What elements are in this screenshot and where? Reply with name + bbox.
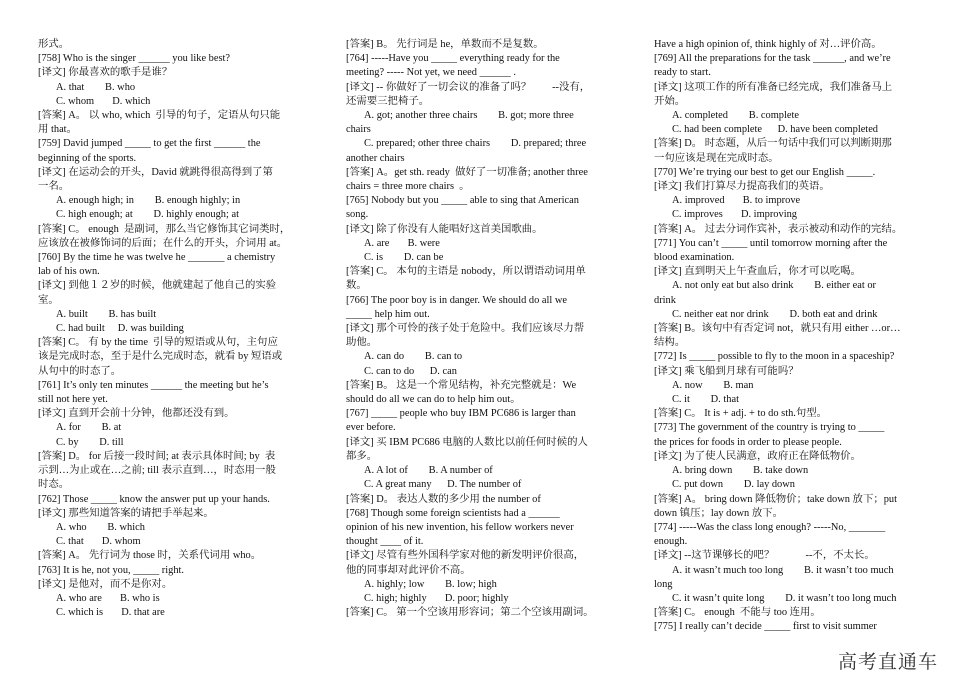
- text-line: [775] I really can’t decide _____ first to visit summer: [654, 621, 877, 633]
- text-line: 一名。: [38, 181, 70, 193]
- text-line: 开始。: [654, 95, 686, 107]
- text-line: [译文] 为了使人民满意，政府正在降低物价。: [654, 450, 861, 462]
- answer-option-line: A. highly; low B. low; high: [364, 578, 497, 590]
- text-line: [758] Who is the singer ______ you like best?: [38, 53, 231, 65]
- answer-option-line: A. built B. has built: [56, 308, 157, 320]
- text-line: [773] The government of the country is trying to _____: [654, 422, 885, 434]
- text-line: [译文] 到他１２岁的时候，他就建起了他自己的实验: [38, 280, 277, 292]
- text-line: 助他。: [346, 337, 378, 349]
- text-line: meeting? ----- Not yet, we need ______ .: [346, 67, 516, 79]
- text-line: [762] Those _____ know the answer put up your hands.: [38, 493, 270, 505]
- text-line: [译文] 那个可怜的孩子处于危险中。我们应该尽力帮: [346, 323, 585, 335]
- text-line: [答案] C。 enough 是副词，那么当它修饰其它词类时，: [38, 223, 291, 235]
- column-middle: [346, 38, 642, 620]
- text-line: [译文] 我们打算尽力提高我们的英语。: [654, 181, 830, 193]
- answer-option-line: A. who B. which: [56, 521, 145, 533]
- answer-option-line: C. which is D. that are: [56, 607, 165, 619]
- text-line: [答案] A。 bring down 降低物价；take down 放下；put: [654, 493, 898, 505]
- text-line: 还需要三把椅子。: [346, 95, 430, 107]
- text-line: 室。: [38, 294, 59, 306]
- answer-option-line: C. whom D. which: [56, 95, 151, 107]
- answer-option-line: C. had been complete D. have been completed: [672, 124, 879, 136]
- text-line: [答案] D。 for 后接一段时间; at 表示具体时间; by 表: [38, 450, 276, 462]
- text-line: down 镇压；lay down 放下。: [654, 507, 784, 519]
- text-line: _____ help him out.: [346, 308, 430, 320]
- text-line: should do all we can do to help him out。: [346, 394, 521, 406]
- text-line: [767] _____ people who buy IBM PC686 is larger than: [346, 408, 576, 420]
- text-line: [答案] B。 先行词是 he，单数而不是复数。: [346, 39, 544, 50]
- answer-option-line: A. who are B. who is: [56, 592, 160, 604]
- answer-option-line: A. enough high; in B. enough highly; in: [56, 195, 241, 207]
- answer-option-line: C. A great many D. The number of: [364, 479, 522, 491]
- text-line: [766] The poor boy is in danger. We should do all we: [346, 294, 567, 306]
- answer-option-line: C. it wasn’t quite long D. it wasn’t too long much: [672, 592, 897, 604]
- text-line: blood examination.: [654, 252, 735, 264]
- answer-option-line: C. it D. that: [672, 394, 739, 406]
- answer-option-line: C. put down D. lay down: [672, 479, 795, 491]
- text-line: [答案] A。get sth. ready 做好了一切准备; another three: [346, 166, 588, 178]
- text-line: [答案] C。 enough 不能与 too 连用。: [654, 607, 821, 619]
- text-line: ever before.: [346, 422, 396, 434]
- text-line: [答案] C。 本句的主语是 nobody，所以谓语动词用单: [346, 266, 586, 278]
- answer-option-line: A. not only eat but also drink B. either eat or: [672, 280, 877, 292]
- text-line: thought ____ of it.: [346, 536, 424, 548]
- text-line: 他的同事却对此评价不高。: [346, 564, 471, 576]
- answer-option-line: C. by D. till: [56, 436, 124, 448]
- text-line: [译文] 直到开会前十分钟，他都还没有到。: [38, 408, 235, 420]
- answer-option-line: A. got; another three chairs B. got; more three: [364, 110, 574, 122]
- text-line: [译文] 是他对，而不是你对。: [38, 578, 173, 590]
- text-line: [答案] A。 过去分词作宾补，表示被动和动作的完结。: [654, 223, 903, 235]
- answer-option-line: C. can to do D. can: [364, 365, 457, 377]
- text-line: [译文] 乘飞船到月球有可能吗？: [654, 365, 799, 377]
- text-line: chairs: [346, 124, 371, 136]
- text-line: 数。: [346, 280, 367, 292]
- text-line: [771] You can’t _____ until tomorrow morning after the: [654, 237, 888, 249]
- text-line: [760] By the time he was twelve he _______ a chemistry: [38, 252, 276, 264]
- text-line: the prices for foods in order to please people.: [654, 436, 842, 448]
- text-line: 从句中的时态了。: [38, 365, 122, 377]
- text-line: [772] Is _____ possible to fly to the moon in a spaceship?: [654, 351, 895, 363]
- answer-option-line: A. improved B. to improve: [672, 195, 801, 207]
- text-line: long: [654, 578, 673, 590]
- text-line: 时态。: [38, 479, 70, 491]
- text-line: still not here yet.: [38, 394, 108, 406]
- text-line: 示到…为止或在…之前; till 表示直到…，时态用一般: [38, 465, 276, 477]
- text-line: [答案] C。 第一个空该用形容词；第二个空该用副词。: [346, 607, 594, 619]
- answer-option-line: A. A lot of B. A number of: [364, 465, 493, 477]
- text-line: 一句应该是现在完成时态。: [654, 152, 779, 164]
- text-line: [770] We’re trying our best to get our English _____.: [654, 166, 876, 178]
- text-line: lab of his own.: [38, 266, 100, 278]
- text-line: [答案] C。 有 by the time 引导的短语或从句，主句应: [38, 337, 278, 349]
- text-line: 用 that。: [38, 124, 77, 136]
- answer-option-line: C. is D. can be: [364, 252, 444, 264]
- answer-option-line: C. high; highly D. poor; highly: [364, 592, 509, 604]
- text-line: [763] It is he, not you, _____ right.: [38, 564, 185, 576]
- text-line: [译文] 那些知道答案的请把手举起来。: [38, 507, 214, 519]
- answer-option-line: C. improves D. improving: [672, 209, 797, 221]
- column-right: [654, 38, 950, 635]
- text-line: [译文] 直到明天上午查血后，你才可以吃喝。: [654, 266, 861, 278]
- answer-option-line: C. had built D. was building: [56, 323, 184, 335]
- text-line: beginning of the sports.: [38, 152, 137, 164]
- text-line: [译文] 尽管有些外国科学家对他的新发明评价很高，: [346, 550, 585, 562]
- text-line: [764] -----Have you _____ everything ready for the: [346, 53, 560, 65]
- answer-option-line: A. now B. man: [672, 379, 754, 391]
- answer-option-line: A. that B. who: [56, 81, 136, 93]
- text-line: [769] All the preparations for the task ______, and we’re: [654, 53, 891, 65]
- answer-option-line: A. it wasn’t much too long B. it wasn’t too much: [672, 564, 894, 576]
- text-line: Have a high opinion of, think highly of 对…评价高。: [654, 39, 882, 50]
- answer-option-line: A. can do B. can to: [364, 351, 463, 363]
- answer-option-line: C. high enough; at D. highly enough; at: [56, 209, 239, 221]
- text-line: 都多。: [346, 450, 378, 462]
- answer-option-line: A. completed B. complete: [672, 110, 799, 122]
- text-line: enough.: [654, 536, 688, 548]
- answer-option-line: A. for B. at: [56, 422, 122, 434]
- answer-option-line: C. neither eat nor drink D. both eat and drink: [672, 308, 878, 320]
- text-line: [774] -----Was the class long enough? -----No, _______: [654, 521, 886, 533]
- text-line: [768] Though some foreign scientists had a ______: [346, 507, 560, 519]
- text-line: 应该放在被修饰词的后面；在什么的开头，介词用 at。: [38, 237, 288, 249]
- column-left: [38, 38, 334, 620]
- text-line: 该是完成时态，至于是什么完成时态，就看 by 短语或: [38, 351, 283, 363]
- text-line: [译文] --这节课够长的吧？ --不，不太长。: [654, 550, 875, 562]
- text-line: [译文] 在运动会的开头，David 就跳得很高得到了第: [38, 166, 273, 178]
- text-line: [译文] 除了你没有人能唱好这首美国歌曲。: [346, 223, 543, 235]
- text-line: [译文] 这项工作的所有准备已经完成，我们准备马上: [654, 81, 893, 93]
- answer-option-line: C. prepared; other three chairs D. prepared; three: [364, 138, 587, 150]
- text-line: song.: [346, 209, 369, 221]
- text-line: [答案] B。 这是一个常见结构，补充完整就是：We: [346, 379, 577, 391]
- text-line: 形式。: [38, 39, 70, 50]
- text-line: [答案] B。该句中有否定词 not，就只有用 either …or…: [654, 323, 901, 335]
- text-line: 结构。: [654, 337, 686, 349]
- text-line: [759] David jumped _____ to get the first ______ the: [38, 138, 261, 150]
- text-line: [译文] 你最喜欢的歌手是谁？: [38, 67, 173, 79]
- text-line: [答案] D。 时态题，从后一句话中我们可以判断期那: [654, 138, 892, 150]
- text-line: drink: [654, 294, 676, 306]
- watermark-logo-text: 高考直通车: [834, 647, 942, 674]
- text-line: [答案] A。 先行词为 those 时，关系代词用 who。: [38, 550, 262, 562]
- text-line: [765] Nobody but you _____ able to sing that American: [346, 195, 579, 207]
- text-line: [译文] -- 你做好了一切会议的准备了吗？ --没有，: [346, 81, 591, 93]
- answer-option-line: C. that D. whom: [56, 536, 141, 548]
- text-line: [答案] A。 以 who, which 引导的句子，定语从句只能: [38, 110, 281, 122]
- answer-option-line: A. bring down B. take down: [672, 465, 809, 477]
- text-line: chairs = three more chairs 。: [346, 181, 470, 193]
- text-line: opinion of his new invention, his fellow workers never: [346, 521, 574, 533]
- text-line: [答案] C。 It is + adj. + to do sth.句型。: [654, 408, 828, 420]
- answer-option-line: A. are B. were: [364, 237, 440, 249]
- text-line: [译文] 买 IBM PC686 电脑的人数比以前任何时候的人: [346, 436, 588, 448]
- text-line: ready to start.: [654, 67, 711, 79]
- text-line: [答案] D。 表达人数的多少用 the number of: [346, 493, 541, 505]
- text-line: another chairs: [346, 152, 405, 164]
- text-line: [761] It’s only ten minutes ______ the meeting but he’s: [38, 379, 269, 391]
